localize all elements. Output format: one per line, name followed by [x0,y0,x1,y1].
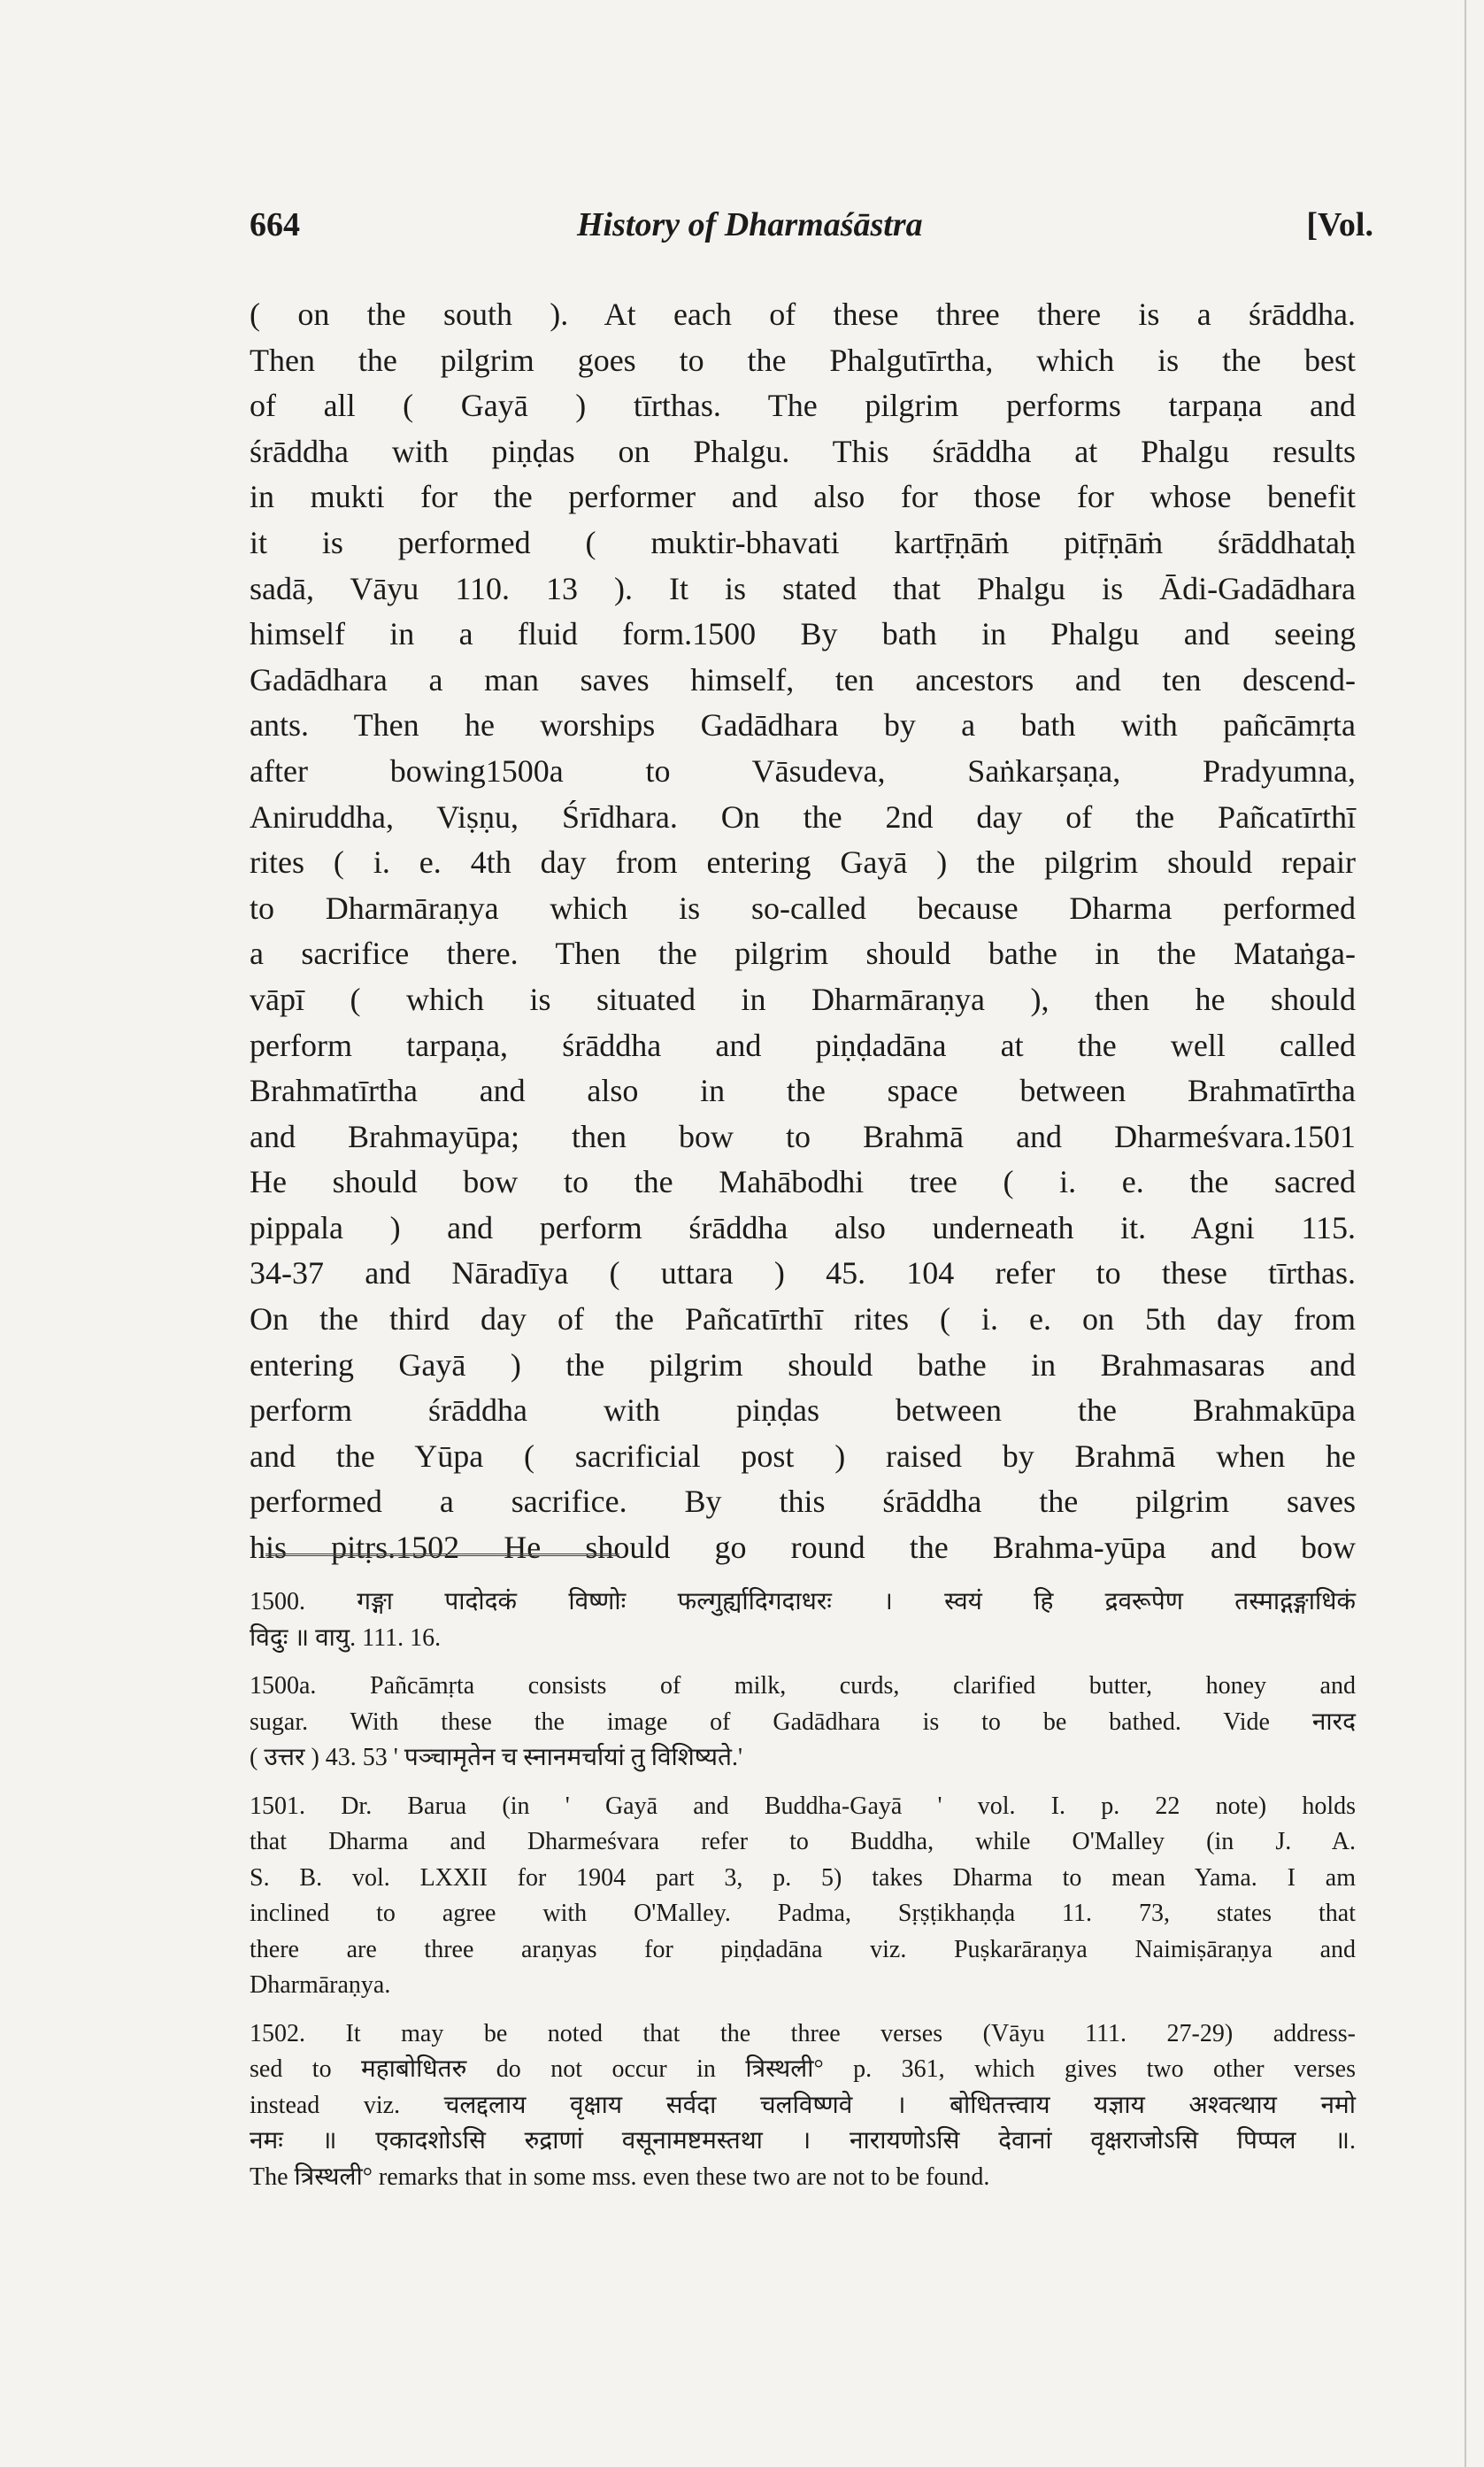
text-line: to Dharmāraṇya which is so-called because Dharma performed [250,890,1356,926]
text-line: and Brahmayūpa; then bow to Brahmā and Dharmeśvara.1501 [250,1118,1356,1154]
text-line: ants. Then he worships Gadādhara by a bath with pañcāmṛta [250,707,1356,744]
footnote-line: 1502. It may be noted that the three verses (Vāyu 111. 27-29) address- [250,2019,1356,2047]
text-line: a sacrifice there. Then the pilgrim should bathe in the Mataṅga- [250,936,1356,972]
text-line: Brahmatīrtha and also in the space between Brahmatīrtha [250,1073,1356,1109]
footnote-line: instead viz. चलद्दलाय वृक्षाय सर्वदा चलविष्णवे । बोधितत्त्वाय यज्ञाय अश्वत्थाय नमो [250,2091,1356,2119]
text-line: Then the pilgrim goes to the Phalgutīrtha, which is the best [250,342,1356,378]
running-header [250,205,1373,258]
page-edge-shadow [1465,0,1466,2467]
footnote-gap [250,2004,1356,2016]
footnote-line: ( उत्तर ) 43. 53 ' पञ्चामृतेन च स्नानमर्चायां तु विशिष्यते.' [250,1744,742,1771]
text-line: entering Gayā ) the pilgrim should bathe in Brahmasaras and [250,1346,1356,1383]
text-line: ( on the south ). At each of these three there is a śrāddha. [250,297,1356,332]
footnote-line: inclined to agree with O'Malley. Padma, Sṛṣṭikhaṇḍa 11. 73, states that [250,1900,1356,1927]
footnote-line: that Dharma and Dharmeśvara refer to Buddha, while O'Malley (in J. A. [250,1828,1356,1855]
text-line: He should bow to the Mahābodhi tree ( i. e. the sacred [250,1164,1356,1200]
footnote-1500a [250,1669,1356,1777]
text-line: On the third day of the Pañcatīrthī rites ( i. e. on 5th day from [250,1301,1356,1338]
volume-mark: [Vol. [1306,206,1373,243]
text-line: himself in a fluid form.1500 By bath in Phalgu and seeing [250,616,1356,652]
footnote-1502 [250,2016,1356,2196]
footnote-line: there are three araṇyas for piṇḍadāna viz. Puṣkarāraṇya Naimiṣāraṇya and [250,1935,1356,1963]
footnote-line: नमः ॥ एकादशोऽसि रुद्राणां वसूनामष्टमस्तथा । नारायणोऽसि देवानां वृक्षराजोऽसि पिप्पल ॥. [250,2127,1356,2155]
text-line: his pitṛs.1502 He should go round the Brahma-yūpa and bow [250,1530,1356,1566]
footnote-line: sugar. With these the image of Gadādhara is to be bathed. Vide नारद [250,1708,1356,1736]
text-line: after bowing1500a to Vāsudeva, Saṅkarṣaṇa, Pradyumna, [250,752,1356,789]
text-line: perform śrāddha with piṇḍas between the Brahmakūpa [250,1392,1356,1429]
footnote-1501 [250,1789,1356,2004]
footnote-line: विदुः ॥ वायु. 111. 16. [250,1623,442,1652]
footnote-1500 [250,1584,1356,1656]
text-line: śrāddha with piṇḍas on Phalgu. This śrāddha at Phalgu results [250,433,1356,469]
text-line: 34-37 and Nāradīya ( uttara ) 45. 104 refer to these tīrthas. [250,1255,1356,1291]
footnote-line: 1501. Dr. Barua (in ' Gayā and Buddha-Gayā ' vol. I. p. 22 note) holds [250,1792,1356,1820]
text-line: performed a sacrifice. By this śrāddha the pilgrim saves [250,1484,1356,1520]
running-title: History of Dharmaśāstra [577,206,923,243]
main-text [250,292,1356,1571]
text-line: in mukti for the performer and also for those for whose benefit [250,479,1356,515]
text-line: pippala ) and perform śrāddha also underneath it. Agni 115. [250,1209,1356,1245]
text-line: and the Yūpa ( sacrificial post ) raised by Brahmā when he [250,1438,1356,1474]
footnote-divider [265,1553,619,1556]
text-line: Gadādhara a man saves himself, ten ancestors and ten descend- [250,661,1356,698]
text-line: sadā, Vāyu 110. 13 ). It is stated that Phalgu is Ādi-Gadādhara [250,570,1356,606]
footnote-line: 1500. गङ्गा पादोदकं विष्णोः फल्गुर्ह्यादिगदाधरः । स्वयं हि द्रवरूपेण तस्माद्गङ्गाधिकं [250,1588,1356,1615]
page-number: 664 [250,206,300,243]
footnote-line: S. B. vol. LXXII for 1904 part 3, p. 5) takes Dharma to mean Yama. I am [250,1863,1356,1892]
footnote-line: The त्रिस्थली° remarks that in some mss. even these two are not to be found. [250,2162,990,2191]
text-line: vāpī ( which is situated in Dharmāraṇya ), then he should [250,981,1356,1017]
text-line: perform tarpaṇa, śrāddha and piṇḍadāna at the well called [250,1027,1356,1063]
footnote-gap [250,1777,1356,1789]
footnote-line: sed to महाबोधितरु do not occur in त्रिस्थली° p. 361, which gives two other verses [250,2055,1356,2083]
text-line: rites ( i. e. 4th day from entering Gayā ) the pilgrim should repair [250,844,1356,881]
footnote-line: Dharmāraṇya. [250,1971,391,1999]
footnotes [250,1584,1356,2195]
text-line: it is performed ( muktir-bhavati kartṝṇāṁ pitṝṇāṁ śrāddhataḥ [250,524,1356,560]
footnote-gap [250,1656,1356,1669]
footnote-line: 1500a. Pañcāmṛta consists of milk, curds, clarified butter, honey and [250,1672,1356,1700]
text-line: of all ( Gayā ) tīrthas. The pilgrim performs tarpaṇa and [250,388,1356,424]
text-line: Aniruddha, Viṣṇu, Śrīdhara. On the 2nd day of the Pañcatīrthī [250,798,1356,835]
